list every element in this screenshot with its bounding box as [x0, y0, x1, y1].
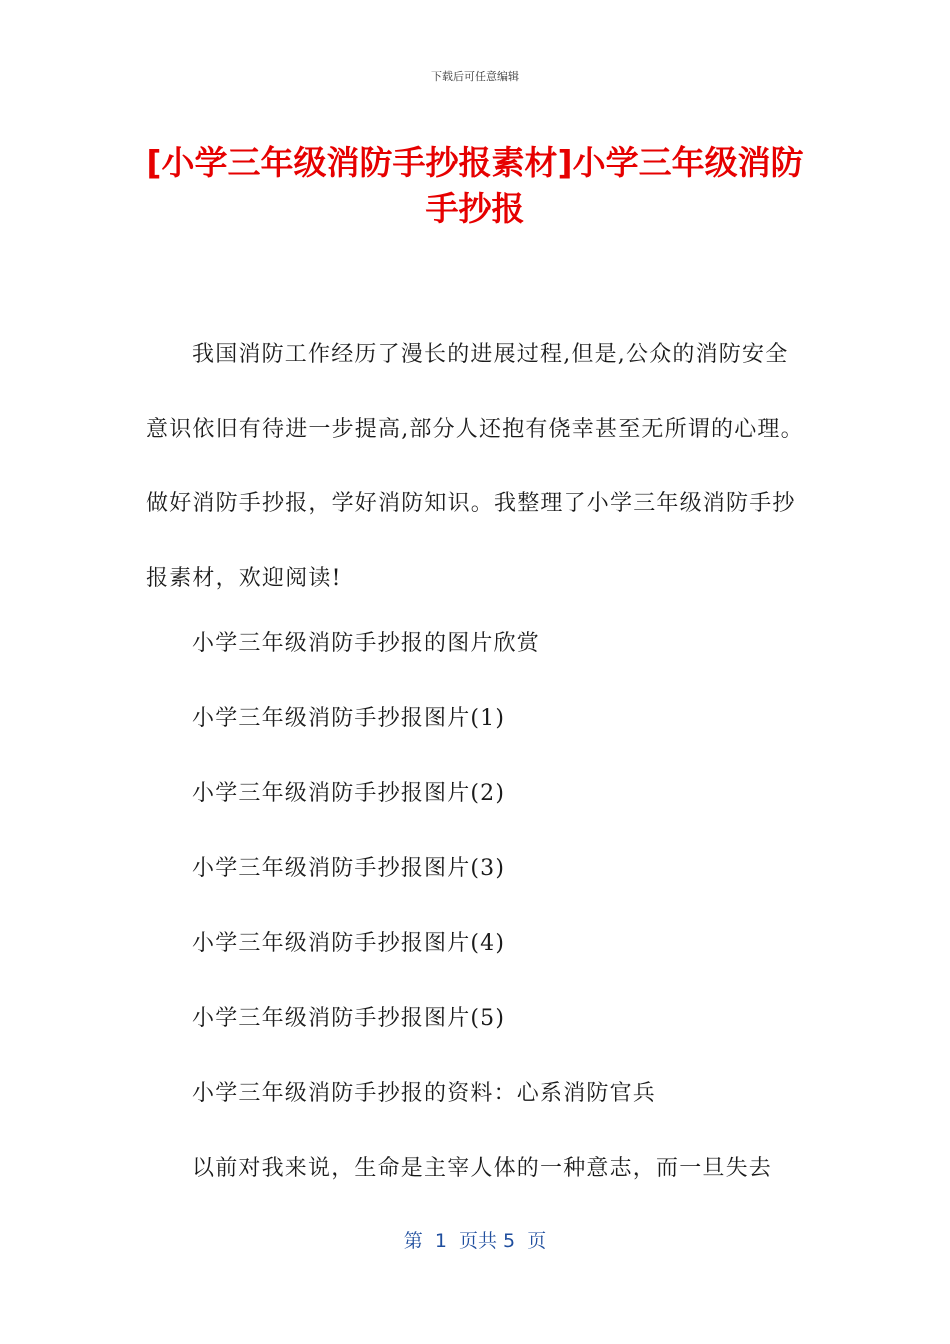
list-item-picture-2: 小学三年级消防手抄报图片(2) [192, 781, 506, 806]
document-title: [小学三年级消防手抄报素材]小学三年级消防手抄报 [146, 143, 804, 228]
header-note: 下载后可任意编辑 [431, 70, 519, 83]
section-heading-gallery: 小学三年级消防手抄报的图片欣赏 [192, 631, 541, 656]
section-heading-material: 小学三年级消防手抄报的资料：心系消防官兵 [192, 1081, 657, 1106]
page-number-footer: 第 1 页共 5 页 [403, 1230, 547, 1252]
list-item-picture-5: 小学三年级消防手抄报图片(5) [192, 1006, 506, 1031]
intro-paragraph: 我国消防工作经历了漫长的进展过程,但是,公众的消防安全意识依旧有待进一步提高,部分人还抱有侥幸甚至无所谓的心理。做好消防手抄报，学好消防知识。我整理了小学三年级消防手抄报素材，欢迎阅读! [146, 342, 804, 591]
body-paragraph-start: 以前对我来说，生命是主宰人体的一种意志，而一旦失去 [192, 1156, 773, 1181]
list-item-picture-1: 小学三年级消防手抄报图片(1) [192, 706, 506, 731]
list-item-picture-3: 小学三年级消防手抄报图片(3) [192, 856, 506, 881]
list-item-picture-4: 小学三年级消防手抄报图片(4) [192, 931, 506, 956]
